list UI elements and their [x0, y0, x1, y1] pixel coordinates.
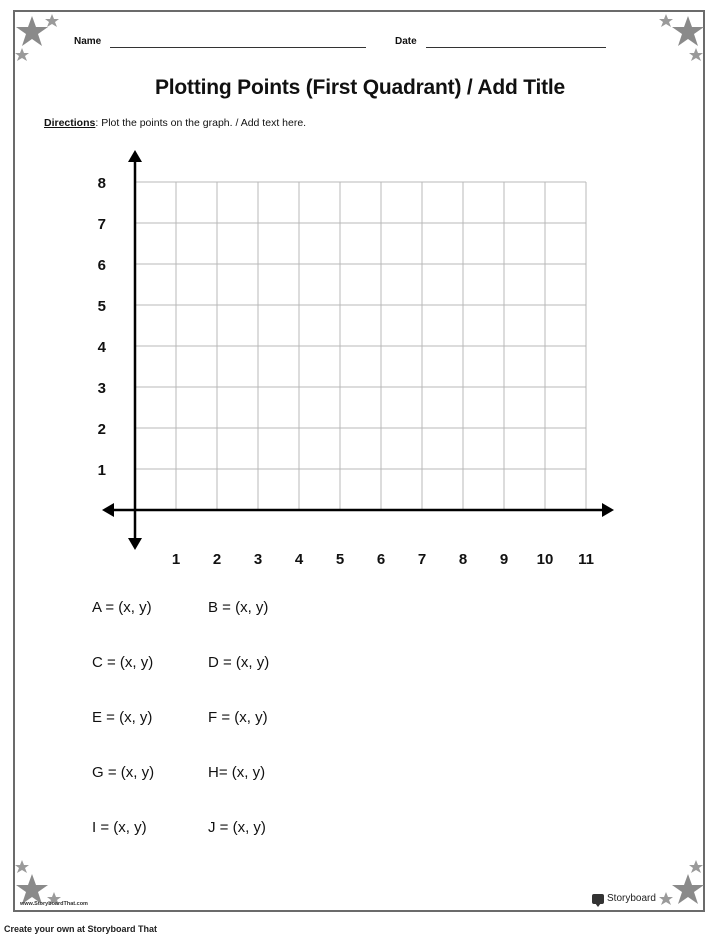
point-label: G = (x, y)	[92, 764, 155, 781]
date-label: Date	[395, 36, 417, 47]
y-tick-label: 3	[97, 380, 106, 397]
x-tick-label: 9	[499, 551, 509, 568]
y-tick-label: 8	[97, 175, 106, 192]
star-decoration-bottom-right	[656, 858, 706, 908]
x-tick-label: 4	[294, 551, 304, 568]
star-icon	[672, 874, 704, 904]
y-tick-label: 1	[97, 462, 106, 479]
y-tick-label: 5	[97, 298, 106, 315]
point-label: F = (x, y)	[208, 709, 268, 726]
x-tick-label: 5	[335, 551, 345, 568]
point-label: J = (x, y)	[208, 819, 266, 836]
point-label: A = (x, y)	[92, 599, 152, 616]
point-label: B = (x, y)	[208, 599, 269, 616]
star-icon	[16, 874, 48, 904]
x-tick-label: 3	[253, 551, 263, 568]
x-tick-label: 11	[578, 551, 594, 568]
x-tick-label: 6	[376, 551, 386, 568]
y-tick-label: 2	[97, 421, 106, 438]
storyboard-logo	[592, 893, 656, 904]
directions-text: : Plot the points on the graph. / Add text here.	[95, 117, 307, 129]
storyboard-logo-icon	[592, 894, 604, 904]
x-tick-label: 7	[417, 551, 427, 568]
point-label: C = (x, y)	[92, 654, 154, 671]
x-tick-label: 10	[536, 551, 554, 568]
point-label: I = (x, y)	[92, 819, 147, 836]
star-icon	[15, 860, 29, 873]
x-axis-arrow-right	[602, 503, 614, 517]
site-url: www.StoryboardThat.com	[20, 901, 88, 907]
name-label: Name	[74, 36, 102, 47]
footer-credit: Create your own at Storyboard That	[4, 924, 158, 934]
worksheet-title: Plotting Points (First Quadrant) / Add Title	[154, 76, 566, 99]
star-icon	[659, 892, 673, 905]
y-axis-arrow-down	[128, 538, 142, 550]
star-icon	[689, 860, 703, 873]
y-axis-arrow-up	[128, 150, 142, 162]
x-tick-label: 8	[458, 551, 468, 568]
storyboard-brand-text: Storyboard	[607, 893, 656, 904]
x-tick-label: 1	[171, 551, 181, 568]
y-tick-label: 6	[97, 257, 106, 274]
point-label: H= (x, y)	[208, 764, 266, 781]
x-tick-label: 2	[212, 551, 222, 568]
y-tick-label: 7	[97, 216, 106, 233]
point-label: D = (x, y)	[208, 654, 270, 671]
point-label: E = (x, y)	[92, 709, 153, 726]
x-axis-arrow-left	[102, 503, 114, 517]
directions-label: Directions	[44, 117, 96, 129]
y-tick-label: 4	[97, 339, 106, 356]
